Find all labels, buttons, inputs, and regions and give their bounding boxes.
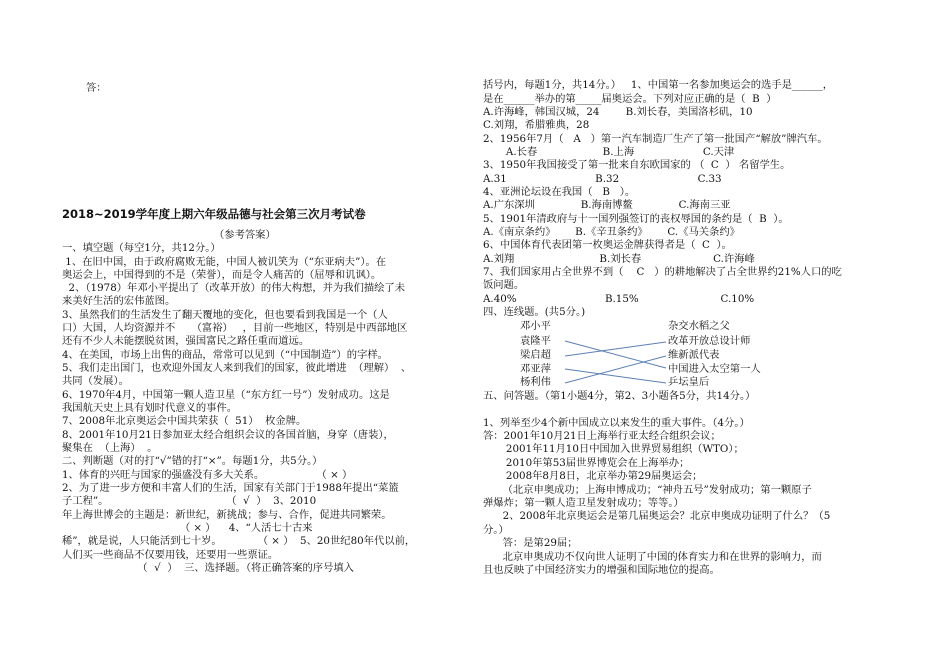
- text-line: 6、1970年4月，中国第一颗人造卫星（“东方红一号”）发射成功。这是: [62, 389, 390, 401]
- judge-section-heading: 二、判断题（对的打“√”错的打“×”。每题1分，共5分。）: [62, 455, 323, 467]
- text-line: 奥运会上，中国得到的不是（荣誉），而是令人痛苦的（屈辱和讥讽）。: [62, 269, 382, 281]
- text-line: 6、中国体育代表团第一枚奥运金牌获得者是（ C ）。: [483, 239, 732, 251]
- text-line: 口）大国，人均资源并不 （富裕） ，目前一些地区，特别是中西部地区: [62, 322, 408, 334]
- text-line: 2、（1978）年邓小平提出了（改革开放）的伟大构想，并为我们描绘了未: [62, 282, 406, 294]
- match-right-item: 改革开放总设计师: [668, 335, 751, 347]
- text-line: 聚集在 （上海） 。: [62, 442, 158, 454]
- text-line: 1、体育的兴旺与国家的强盛没有多大关系。 （ × ）: [62, 469, 353, 481]
- text-line: 弹爆炸；第一颗人造卫星发射成功；等等。）: [483, 497, 684, 509]
- text-line: 7、2008年北京奥运会中国共荣获（ 51） 枚金牌。: [62, 415, 307, 427]
- text-line: 2010年第53届世界博览会在上海举办；: [483, 457, 690, 469]
- qa-section-heading: 五、问答题。（第1小题4分，第2、3小题各5分，共14分。）: [483, 390, 756, 402]
- text-line: 共同（发展）。: [62, 375, 129, 387]
- match-right-item: 中国进入太空第一人: [668, 363, 761, 375]
- match-left-item: 邓小平: [520, 320, 551, 332]
- text-line: A.《南京条约》 B.《辛丑条约》 C.《马关条约》: [483, 226, 740, 238]
- fill-section-heading: 一、填空题（每空1分，共12分。）: [62, 242, 221, 254]
- exam-subtitle: （参考答案）: [214, 229, 276, 241]
- match-left-item: 杨利伟: [520, 376, 551, 388]
- text-line: 7、我们国家用占全世界不到（ C ）的耕地解决了占全世界约21%人口的吃: [483, 266, 842, 278]
- text-line: 1、列举至少4个新中国成立以来发生的重大事件。（4分。）: [483, 417, 750, 429]
- connector-line: [565, 341, 666, 368]
- text-line: 5、1901年清政府与十一国列强签订的丧权辱国的条约是（ B ）。: [483, 213, 789, 225]
- text-line: A.刘翔 B.刘长春 C.许海峰: [483, 253, 755, 265]
- match-right-item: 乒坛皇后: [668, 376, 710, 388]
- match-left-item: 袁隆平: [520, 335, 551, 347]
- text-line: 北京申奥成功不仅向世人证明了中国的体育实力和在世界的影响力，而: [483, 551, 822, 563]
- text-line: 分。）: [483, 524, 509, 536]
- text-line: 稀”，就是说，人只能活到七十岁。 （ × ） 5、20世纪80年代以前，: [62, 535, 416, 547]
- match-left-item: 邓亚萍: [520, 363, 551, 375]
- text-line: 1、在旧中国，由于政府腐败无能，中国人被讥笑为（“东亚病夫”）。在: [62, 256, 387, 268]
- match-right-item: 维新派代表: [668, 349, 720, 361]
- match-left-item: 梁启超: [520, 349, 551, 361]
- exam-title: 2018~2019学年度上期六年级品德与社会第三次月考试卷: [62, 207, 366, 221]
- text-line: 子工程”。 （ √ ） 3、2010: [62, 495, 317, 507]
- answer-label: 答：: [86, 82, 107, 94]
- text-line: 3、1950年我国接受了第一批来自东欧国家的 （ C ） 名留学生。: [483, 159, 791, 171]
- text-line: A.长春 B.上海 C.天津: [483, 146, 735, 158]
- choice-section-heading: （ √ ） 三、选择题。（将正确答案的序号填入: [62, 562, 354, 574]
- text-line: 2、1956年7月（ A ）第一汽车制造厂生产了第一批国产“解放”牌汽车。: [483, 133, 828, 145]
- text-line: 答：是第29届；: [483, 537, 578, 549]
- text-line: A.许海峰，韩国汉城，24 B.刘长春，美国洛杉矶，10: [483, 106, 753, 118]
- text-line: 2、2008年北京奥运会是第几届奥运会？北京申奥成功证明了什么？（5: [483, 510, 831, 522]
- text-line: C.刘翔，希腊雅典，28: [483, 119, 590, 131]
- text-line: 人们买一些商品不仅要用钱，还要用一些票证。: [62, 549, 279, 561]
- text-line: 2001年11月10日中国加入世界贸易组织（WTO）；: [483, 443, 744, 455]
- connector-line: [565, 356, 666, 383]
- text-line: 4、亚洲论坛设在我国（ B ）。: [483, 186, 636, 198]
- text-line: 饭问题。: [483, 279, 525, 291]
- text-line: 8、2001年10月21日参加亚太经合组织会议的各国首脑，身穿（唐装），: [62, 429, 394, 441]
- text-line: A.40% B.15% C.10%: [483, 293, 755, 305]
- text-line: 括号内，每题1分，共14分。） 1、中国第一名参加奥运会的选手是______，: [483, 79, 834, 91]
- match-right-item: 杂交水稻之父: [668, 320, 730, 332]
- text-line: 来美好生活的宏伟蓝图。: [62, 295, 176, 307]
- text-line: （ × ） 4、“人活七十古来: [62, 522, 313, 534]
- text-line: 4、在美国，市场上出售的商品，常常可以见到（“中国制造”）的字样。: [62, 349, 388, 361]
- connector-line: [565, 369, 666, 383]
- text-line: 还有不少人未能摆脱贫困，强国富民之路任重而道远。: [62, 335, 310, 347]
- text-line: 2008年8月8日，北京举办第29届奥运会；: [483, 470, 703, 482]
- text-line: 5、我们走出国门，也欢迎外国友人来到我们的国家，彼此增进 （理解） 、: [62, 362, 412, 374]
- connector-line: [565, 342, 666, 356]
- text-line: A.广东深圳 B.海南博鳌 C.海南三亚: [483, 199, 731, 211]
- text-line: 3、虽然我们的生活发生了翻天覆地的变化，但也要看到我国是一个（人: [62, 309, 388, 321]
- text-line: （北京申奥成功；上海申博成功；“神舟五号”发射成功；第一颗原子: [483, 484, 812, 496]
- text-line: 是在______举办的第_____届奥运会。下列对应正确的是（ B ）: [483, 93, 777, 105]
- text-line: 2、为了进一步方便和丰富人们的生活，国家有关部门于1988年提出“菜篮: [62, 482, 399, 494]
- text-line: 我国航天史上具有划时代意义的事件。: [62, 402, 238, 414]
- text-line: 且也反映了中国经济实力的增强和国际地位的提高。: [483, 564, 720, 576]
- match-section-heading: 四、连线题。(共5分。): [483, 306, 586, 318]
- text-line: 年上海世博会的主题是：新世纪，新挑战；参与、合作，促进共同繁荣。: [62, 509, 392, 521]
- text-line: A.31 B.32 C.33: [483, 173, 722, 185]
- text-line: 答：2001年10月21日上海举行亚太经合组织会议；: [483, 430, 721, 442]
